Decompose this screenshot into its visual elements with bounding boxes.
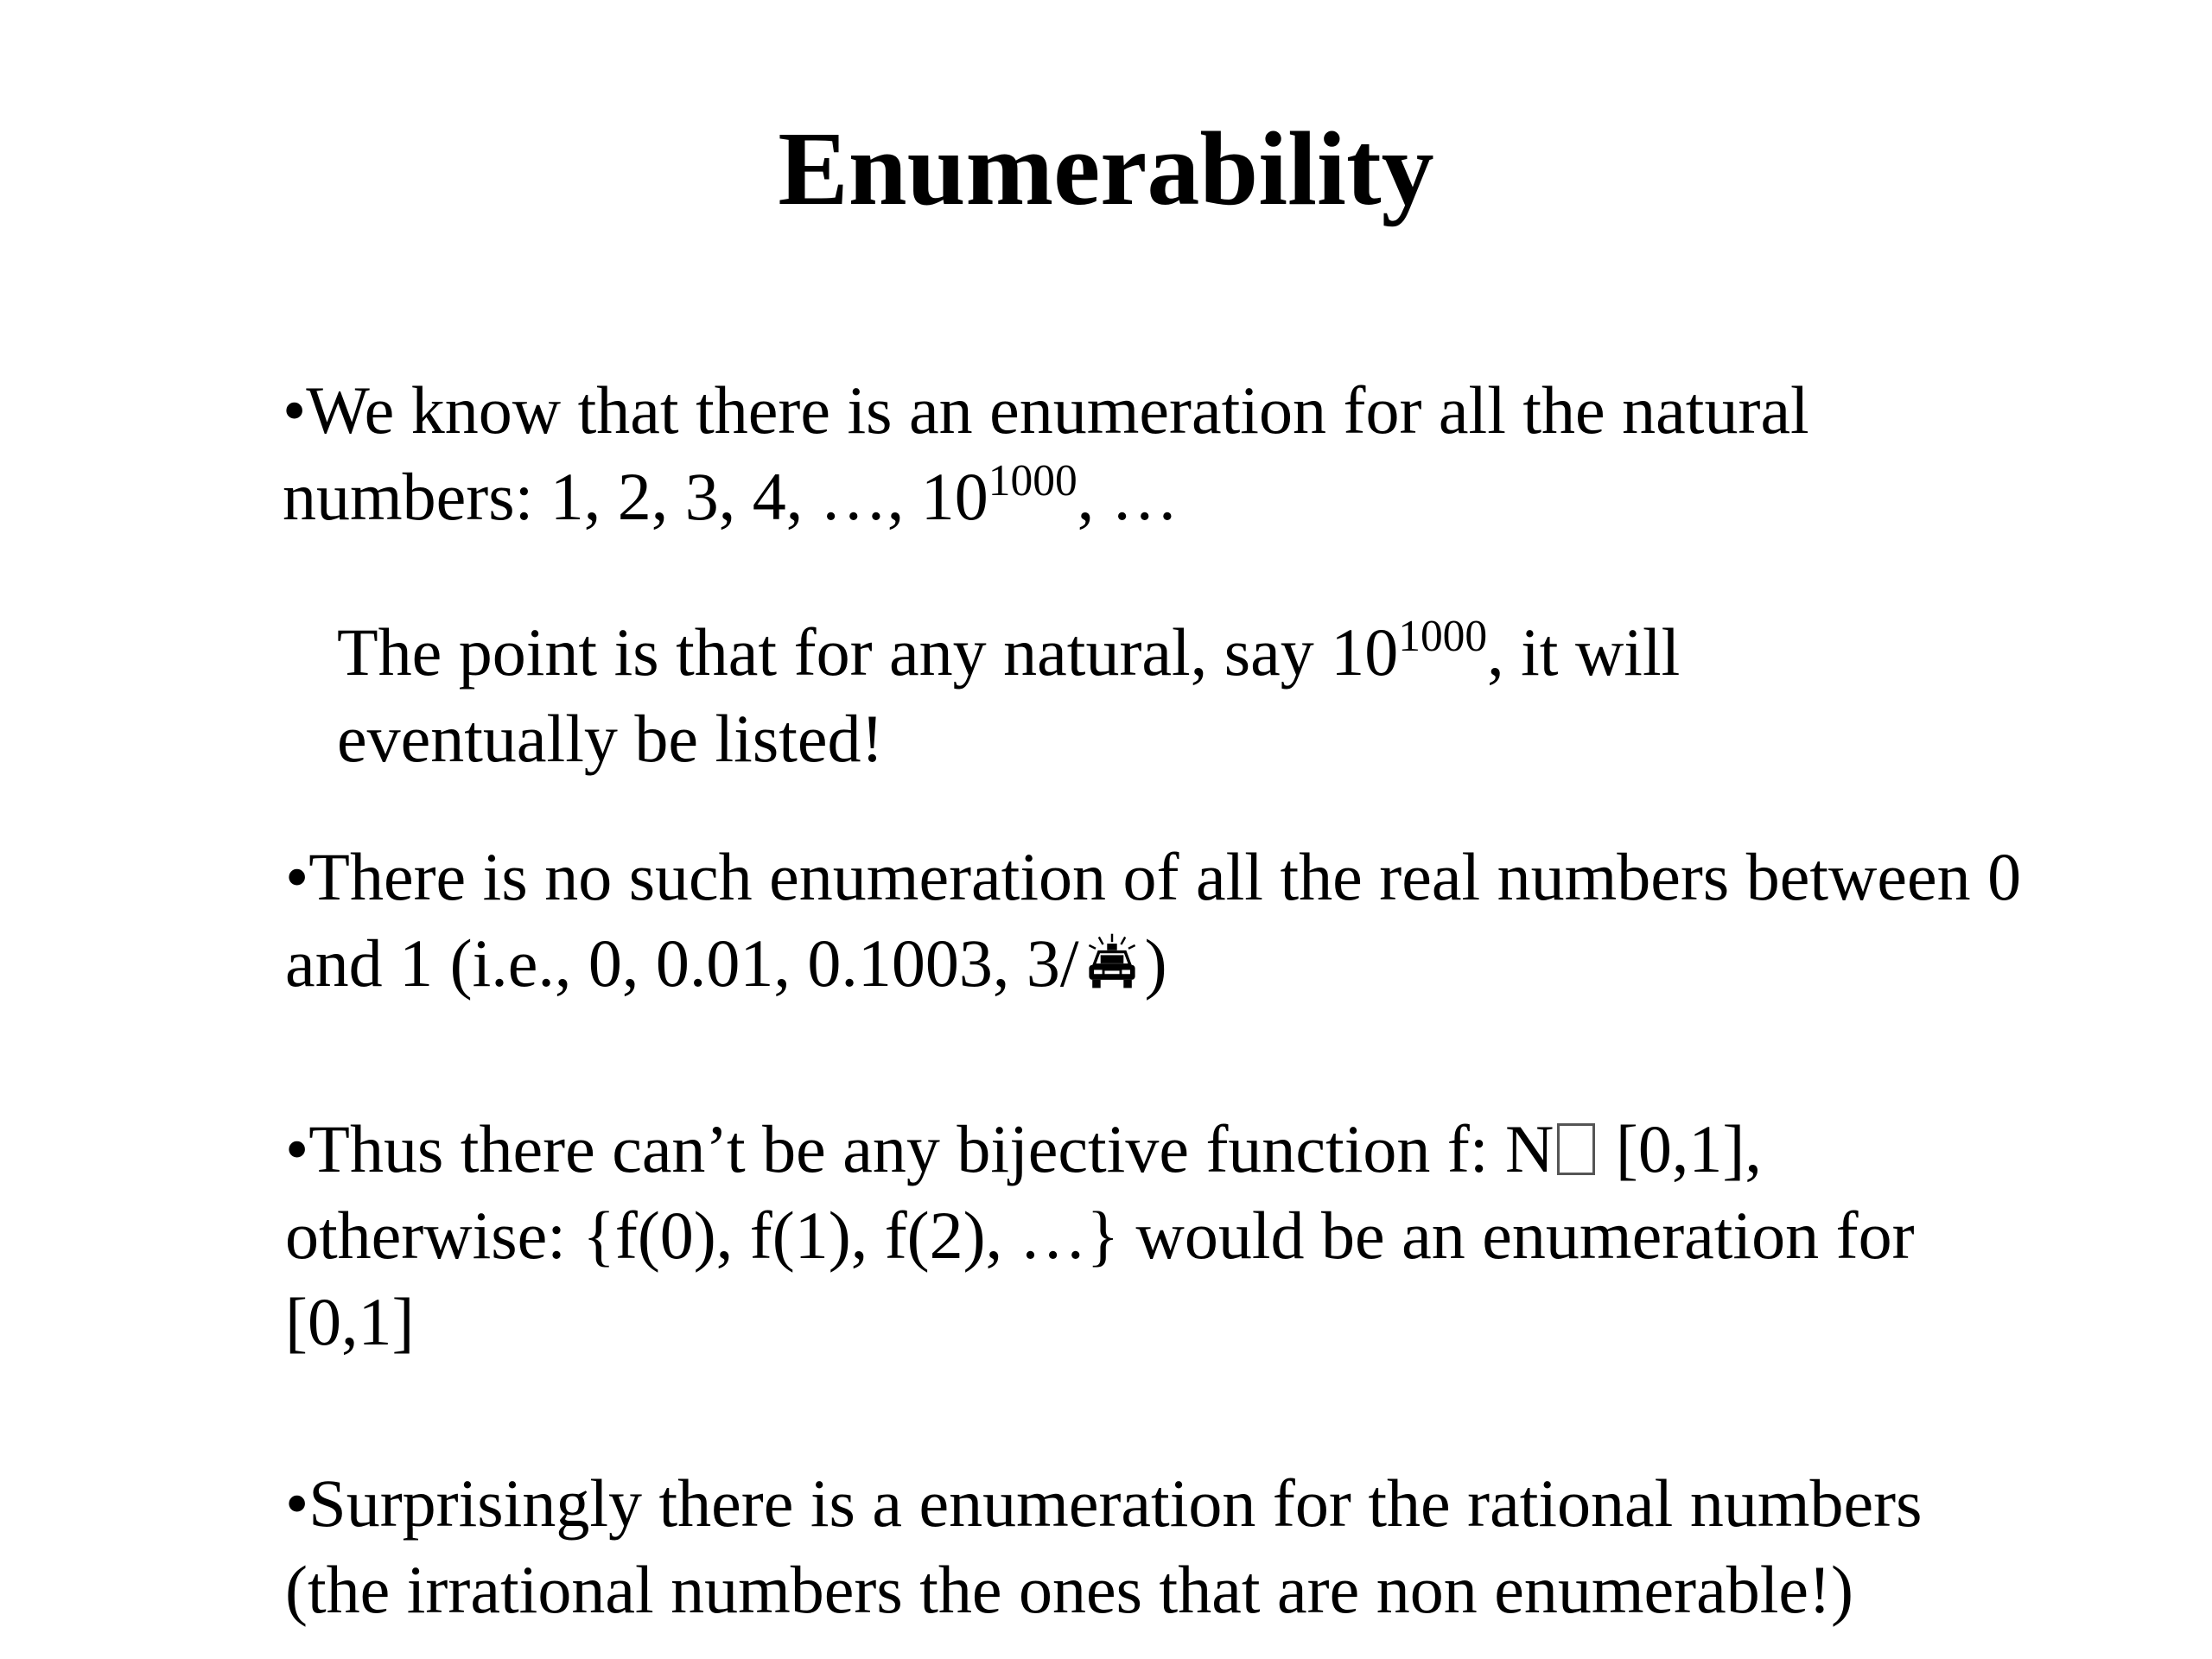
exponent: 1000 <box>1398 611 1488 661</box>
text-line: eventually be listed! <box>337 701 884 776</box>
bullet-rational-numbers <box>285 1460 1922 1633</box>
text-line: •We know that there is an enumeration for all the natural <box>283 372 1809 448</box>
text-line: [0,1] <box>285 1284 415 1359</box>
bullet-real-numbers <box>285 834 2021 1007</box>
text-line: •Surprisingly there is a enumeration for the rational numbers <box>285 1465 1923 1541</box>
text-line: (the irrational numbers the ones that are non enumerable!) <box>285 1552 1853 1627</box>
text-line: numbers: 1, 2, 3, 4, …, $10^{1000}$, … <box>283 455 1179 534</box>
text-line: The point is that for any natural, say $10^{1000}$, it will <box>337 611 1681 690</box>
bullet-no-bijection <box>285 1106 1915 1365</box>
bullet-natural-enumeration <box>283 367 1809 540</box>
note-eventually-listed <box>337 609 1680 782</box>
police-car-icon <box>1079 929 1145 995</box>
text-line: •There is no such enumeration of all the real numbers between 0 <box>285 839 2022 914</box>
text-line: •Thus there can’t be any bijective function f: N [0,1], <box>285 1111 1762 1186</box>
text-line: otherwise: {f(0), f(1), f(2), …} would be an enumeration for <box>285 1198 1915 1273</box>
text-line: and 1 (i.e., 0, 0.01, 0.1003, 3/ ) <box>285 925 1167 1001</box>
exponent: 1000 <box>988 455 1077 505</box>
arrow-glyph-placeholder-icon <box>1557 1123 1595 1175</box>
slide-title: Enumerability <box>778 111 1434 227</box>
